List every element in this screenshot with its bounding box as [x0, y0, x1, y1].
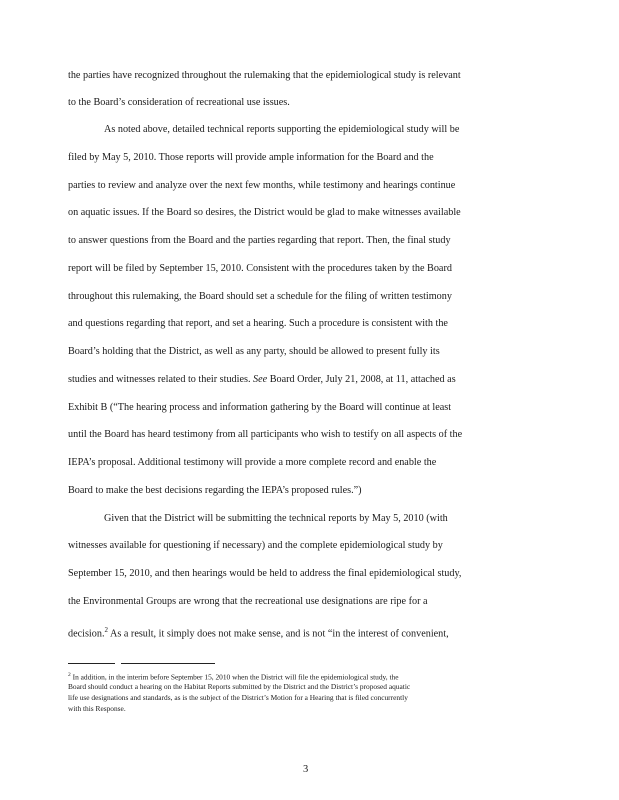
body-line: As noted above, detailed technical reports supporting the epidemiological study will be — [104, 124, 460, 135]
footnote-separator — [121, 663, 215, 664]
body-line: on aquatic issues. If the Board so desires, the District would be glad to make witnesses available — [68, 207, 461, 218]
body-line: until the Board has heard testimony from all participants who wish to testify on all aspects of the — [68, 429, 463, 440]
footnote-line: life use designations and standards, as is the subject of the District’s Motion for a Hearing that is filed concurrently — [68, 693, 408, 702]
footnote-line: Board should conduct a hearing on the Habitat Reports submitted by the District and the District’s proposed aquatic — [68, 682, 411, 691]
body-line: Board’s holding that the District, as well as any party, should be allowed to present fully its — [68, 346, 440, 357]
footnote-separator — [68, 663, 115, 664]
body-line: parties to review and analyze over the next few months, while testimony and hearings continue — [68, 180, 456, 191]
body-line — [68, 624, 449, 640]
body-line: the Environmental Groups are wrong that the recreational use designations are ripe for a — [68, 596, 428, 607]
footnote-line — [68, 671, 398, 681]
body-line: Given that the District will be submitting the technical reports by May 5, 2010 (with — [104, 513, 448, 524]
footnote-line: with this Response. — [68, 704, 126, 713]
body-line: Board to make the best decisions regarding the IEPA’s proposed rules.”) — [68, 485, 362, 496]
body-line: report will be filed by September 15, 2010. Consistent with the procedures taken by the Board — [68, 263, 452, 274]
body-text: As a result, it simply does not make sense, and is not “in the interest of convenient, — [108, 628, 449, 640]
body-line: IEPA’s proposal. Additional testimony will provide a more complete record and enable the — [68, 457, 437, 468]
body-line: witnesses available for questioning if necessary) and the complete epidemiological study by — [68, 540, 443, 551]
body-line: September 15, 2010, and then hearings would be held to address the final epidemiological study, — [68, 568, 462, 579]
body-line: the parties have recognized throughout the rulemaking that the epidemiological study is relevant — [68, 70, 461, 81]
footnote-text: In addition, in the interim before September 15, 2010 when the District will file the epidemiological study, the — [72, 672, 399, 682]
body-line: to the Board’s consideration of recreational use issues. — [68, 97, 290, 108]
body-text: decision. — [68, 628, 105, 640]
body-line: Exhibit B (“The hearing process and information gathering by the Board will continue at least — [68, 402, 452, 413]
body-text: studies and witnesses related to their studies. — [68, 374, 254, 385]
body-text: Board Order, July 21, 2008, at 11, attached as — [267, 374, 456, 385]
body-line — [68, 374, 456, 386]
body-line: throughout this rulemaking, the Board should set a schedule for the filing of written testimony — [68, 291, 452, 302]
citation-signal: See — [253, 374, 268, 385]
page-number: 3 — [303, 764, 309, 775]
body-line: to answer questions from the Board and the parties regarding that report. Then, the final study — [68, 235, 451, 246]
body-line: filed by May 5, 2010. Those reports will provide ample information for the Board and the — [68, 152, 434, 163]
footnote-marker: 2 — [68, 672, 71, 678]
body-line: and questions regarding that report, and set a hearing. Such a procedure is consistent with the — [68, 318, 448, 329]
footnote-reference: 2 — [104, 626, 108, 634]
